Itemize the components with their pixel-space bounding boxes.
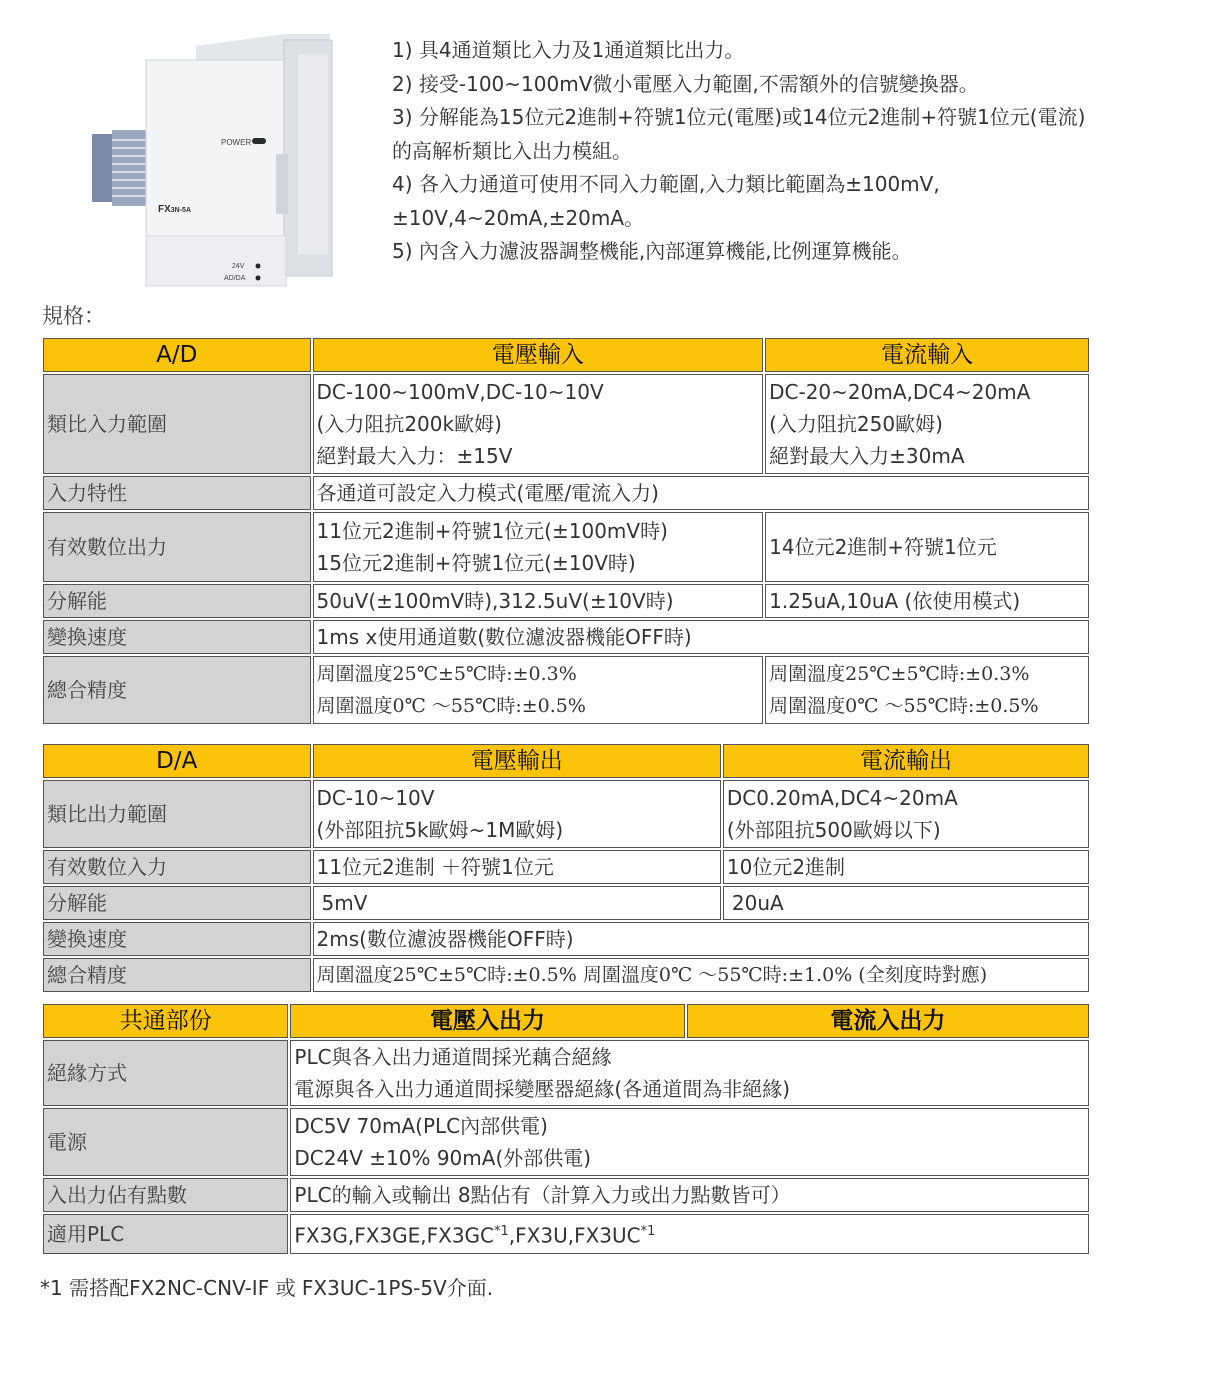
feature-item: 4) 各入力通道可使用不同入力範圍,入力類比範圍為±100mV, [392,172,940,196]
power-led-icon [252,138,266,144]
led-adda-label: AD/DA [224,275,246,282]
applicable-plc-label: 適用PLC [43,1214,288,1254]
da-accuracy-value: 周圍溫度25℃±5℃時:±0.5% 周圍溫度0℃ ～55℃時:±1.0% (全刻度時對應) [313,958,1089,992]
ribbon-cable [92,130,152,206]
da-resolution-current: 20uA [723,886,1089,920]
feature-item: ±10V,4~20mA,±20mA。 [392,205,645,230]
ad-input-char-label: 入力特性 [43,476,311,510]
ad-digital-output-label: 有效數位出力 [43,512,311,582]
da-output-range-label: 類比出力範圍 [43,780,311,848]
da-conversion-speed-value: 2ms(數位濾波器機能OFF時) [313,922,1089,956]
feature-list [392,34,1192,269]
ad-digital-output-current: 14位元2進制+符號1位元 [765,512,1089,582]
footnote: *1 需搭配FX2NC-CNV-IF 或 FX3UC-1PS-5V介面. [40,1276,494,1300]
ad-voltage-header: 電壓輸入 [313,338,764,372]
common-header: 共通部份 [43,1004,288,1038]
occupied-points-value: PLC的輸入或輸出 8點佔有（計算入力或出力點數皆可） [290,1178,1089,1212]
ad-digital-output-voltage: 11位元2進制+符號1位元(±100mV時) 15位元2進制+符號1位元(±10V時) [313,512,764,582]
ad-conversion-speed-value: 1ms x使用通道數(數位濾波器機能OFF時) [313,620,1089,654]
product-image-fx3u-5a [84,30,344,288]
ad-input-range-voltage: DC-100~100mV,DC-10~10V (入力阻抗200k歐姆) 絕對最大入力：±15V [313,374,764,474]
da-output-range-voltage: DC-10~10V (外部阻抗5k歐姆~1M歐姆) [313,780,721,848]
da-current-header: 電流輸出 [723,744,1089,778]
ad-input-range-current: DC-20~20mA,DC4~20mA (入力阻抗250歐姆) 絕對最大入力±30mA [765,374,1089,474]
ad-input-char-value: 各通道可設定入力模式(電壓/電流入力) [313,476,1089,510]
da-conversion-speed-label: 變換速度 [43,922,311,956]
ad-resolution-voltage: 50uV(±100mV時),312.5uV(±10V時) [313,584,764,618]
ad-accuracy-current: 周圍溫度25℃±5℃時:±0.3% 周圍溫度0℃ ～55℃時:±0.5% [765,656,1089,724]
common-current-header: 電流入出力 [687,1004,1089,1038]
ad-header: A/D [43,338,311,372]
ad-input-range-label: 類比入力範圍 [43,374,311,474]
model-label: FX3N-5A [158,204,192,215]
feature-item: 的高解析類比入出力模組。 [392,138,632,163]
da-digital-input-voltage: 11位元2進制 ＋符號1位元 [313,850,721,884]
da-voltage-header: 電壓輸出 [313,744,721,778]
ad-accuracy-voltage: 周圍溫度25℃±5℃時:±0.3% 周圍溫度0℃ ～55℃時:±0.5% [313,656,764,724]
ad-current-header: 電流輸入 [765,338,1089,372]
power-label: POWER [221,138,252,147]
power-supply-label: 電源 [43,1108,288,1176]
led-24v-icon [256,264,261,269]
da-digital-input-current: 10位元2進制 [723,850,1089,884]
ad-accuracy-label: 總合精度 [43,656,311,724]
da-spec-table [41,742,1091,994]
feature-item: 5) 內含入力濾波器調整機能,內部運算機能,比例運算機能。 [392,239,912,263]
occupied-points-label: 入出力佔有點數 [43,1178,288,1212]
common-voltage-header: 電壓入出力 [290,1004,684,1038]
applicable-plc-value: FX3G,FX3GE,FX3GC$^{*1}$,FX3U,FX3UC$^{*1}$ [290,1214,1089,1254]
ad-spec-table [41,336,1091,726]
isolation-label: 絕緣方式 [43,1040,288,1106]
feature-item: 2) 接受-100~100mV微小電壓入力範圍,不需額外的信號變換器。 [392,71,979,96]
power-supply-value: DC5V 70mA(PLC內部供電) DC24V ±10% 90mA(外部供電) [290,1108,1089,1176]
led-adda-icon [256,276,261,281]
feature-item: 1) 具4通道類比入力及1通道類比出力。 [392,38,745,62]
feature-item: 3) 分解能為15位元2進制+符號1位元(電壓)或14位元2進制+符號1位元(電流) [392,105,1086,129]
da-digital-input-label: 有效數位入力 [43,850,311,884]
spec-heading: 規格： [42,304,105,328]
led-24v-label: 24V [232,263,245,270]
da-resolution-label: 分解能 [43,886,311,920]
ad-resolution-current: 1.25uA,10uA (依使用模式) [765,584,1089,618]
isolation-value: PLC與各入出力通道間採光藕合絕緣 電源與各入出力通道間採變壓器絕緣(各通道間為非絕緣) [290,1040,1089,1106]
ad-resolution-label: 分解能 [43,584,311,618]
da-accuracy-label: 總合精度 [43,958,311,992]
ad-conversion-speed-label: 變換速度 [43,620,311,654]
common-spec-table [41,1002,1091,1256]
da-header: D/A [43,744,311,778]
da-resolution-voltage: 5mV [313,886,721,920]
da-output-range-current: DC0.20mA,DC4~20mA (外部阻抗500歐姆以下) [723,780,1089,848]
